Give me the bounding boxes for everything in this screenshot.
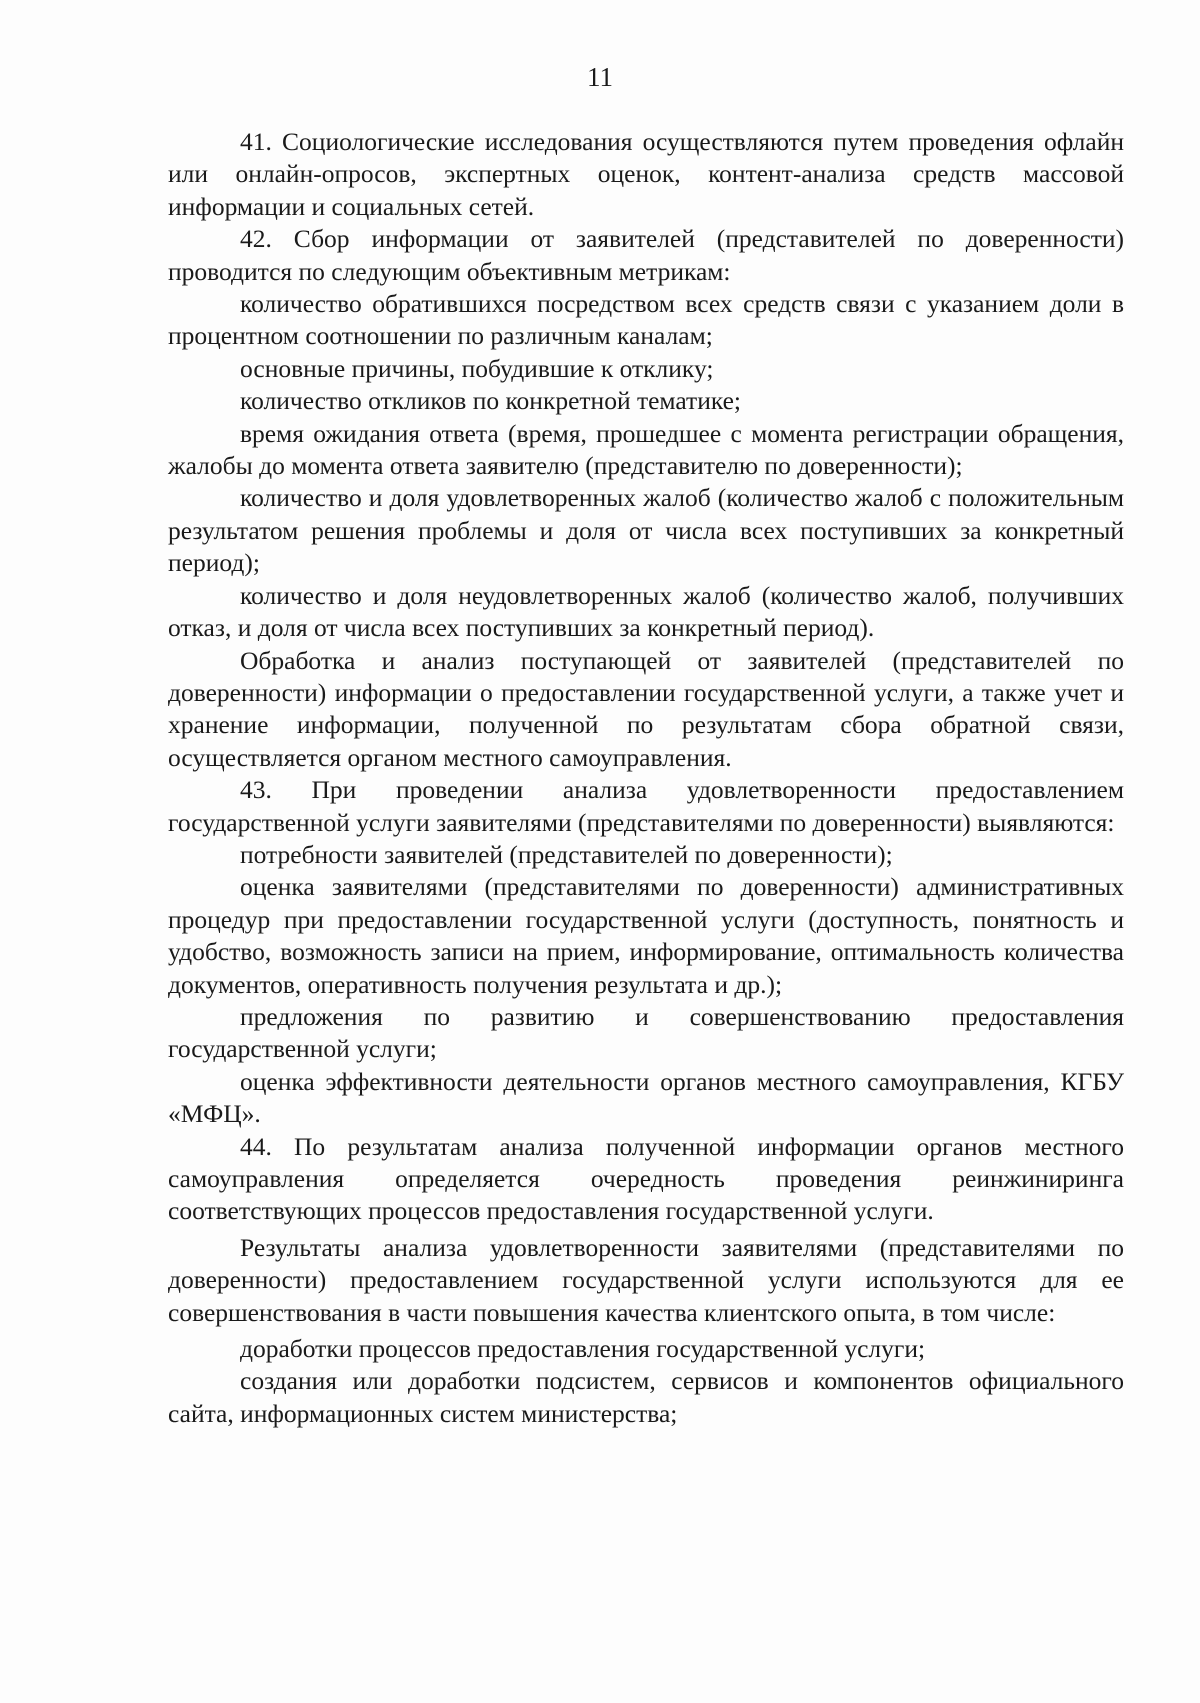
analysis-item-efficiency: оценка эффективности деятельности органов местного самоуправления, КГБУ «МФЦ». <box>168 1066 1124 1129</box>
metric-item-wait-time: время ожидания ответа (время, прошедшее с момента регистрации обращения, жалобы до момента ответа заявителю (представителю по доверенности); <box>168 418 1124 481</box>
paragraph-43: 43. При проведении анализа удовлетворенности предоставлением государственной услуги заявителями (представителями по доверенности) выявляются: <box>168 775 1124 837</box>
metric-item-unsatisfied-complaints: количество и доля неудовлетворенных жалоб (количество жалоб, получивших отказ, и доля от числа всех поступивших за конкретный период). <box>168 580 1124 643</box>
paragraph-44: 44. По результатам анализа полученной информации органов местного самоуправления определяется очередность проведения реинжиниринга соответствующих процессов предоставления государственной услуги. <box>168 1131 1124 1226</box>
paragraph-results: Результаты анализа удовлетворенности заявителями (представителями по доверенности) предоставлением государственной услуги используются для ее совершенствования в части повышения качества клиентского опыта, в том числе: <box>168 1232 1124 1327</box>
document-body <box>168 126 1124 1430</box>
page-number: 11 <box>587 62 613 92</box>
metric-item-satisfied-complaints: количество и доля удовлетворенных жалоб (количество жалоб с положительным результатом решения проблемы и доля от числа всех поступивших за конкретный период); <box>168 483 1124 578</box>
metric-item-reasons: основные причины, побудившие к отклику; <box>240 353 714 383</box>
analysis-item-proposals: предложения по развитию и совершенствованию предоставления государственной услуги; <box>168 1001 1124 1064</box>
usage-item-processes: доработки процессов предоставления государственной услуги; <box>240 1334 926 1364</box>
analysis-item-procedures: оценка заявителями (представителями по доверенности) административных процедур при предоставлении государственной услуги (доступность, понятность и удобство, возможность записи на прием, информирование, оптимальность количества документов, оперативность получения результата и др.); <box>168 872 1124 999</box>
metric-item-channels: количество обратившихся посредством всех средств связи с указанием доли в процентном соотношении по различным каналам; <box>168 289 1124 351</box>
metric-item-topics: количество откликов по конкретной тематике; <box>240 386 741 416</box>
paragraph-processing: Обработка и анализ поступающей от заявителей (представителей по доверенности) информации о предоставлении государственной услуги, а также учет и хранение информации, полученной по результатам сбора обратной связи, осуществляется органом местного самоуправления. <box>168 645 1124 772</box>
paragraph-42: 42. Сбор информации от заявителей (представителей по доверенности) проводится по следующим объективным метрикам: <box>168 224 1124 286</box>
analysis-item-needs: потребности заявителей (представителей по доверенности); <box>240 839 893 869</box>
paragraph-41: 41. Социологические исследования осуществляются путем проведения офлайн или онлайн-опросов, экспертных оценок, контент-анализа средств массовой информации и социальных сетей. <box>168 127 1124 221</box>
usage-item-subsystems: создания или доработки подсистем, сервисов и компонентов официального сайта, информационных систем министерства; <box>168 1366 1124 1428</box>
